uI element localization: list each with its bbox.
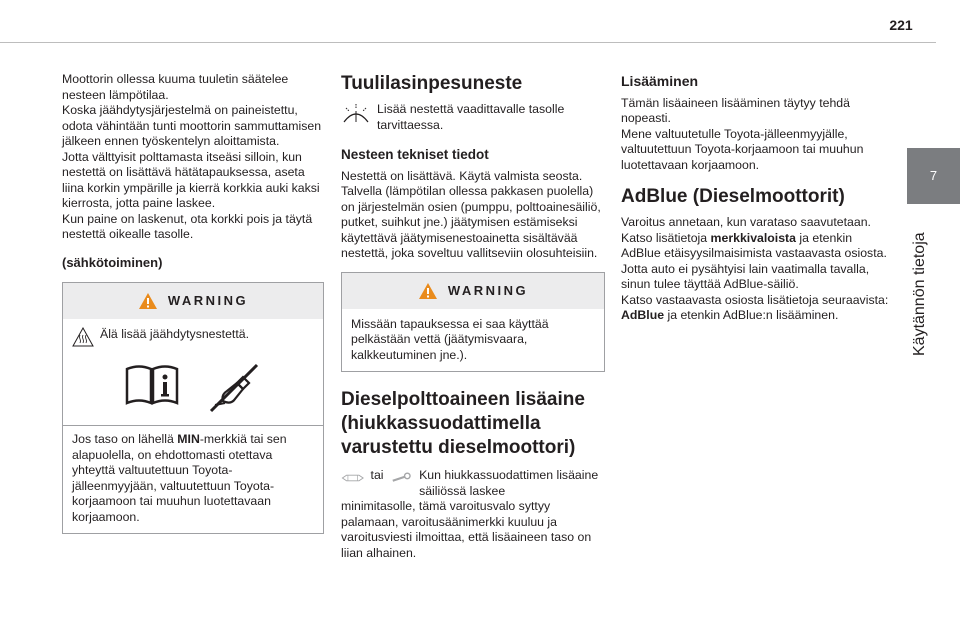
warning-text: Älä lisää jäähdytysnestettä. [100, 327, 250, 341]
header-rule [0, 42, 936, 43]
paragraph: Tämän lisäaineen lisääminen täytyy tehdä nopeasti. [621, 95, 850, 125]
paragraph: Koska jäähdytysjärjestelmä on paineistettu, odota vähintään tunti moottorin sammuttamisen jälkeen ennen työskentelyn aloittamista. [62, 103, 322, 148]
subheading: (sähkötoiminen) [62, 254, 163, 270]
paragraph: Jotta auto ei pysähtyisi lain vaatimalla tavalla, sinun tulee täyttää AdBlue-säiliö. [621, 261, 870, 291]
column-1 [62, 72, 324, 534]
or-label: tai [370, 468, 384, 482]
paragraph: Kun paine on laskenut, ota korkki pois ja täytä nestettä oikealle tasolle. [62, 211, 313, 241]
warning-label: WARNING [167, 293, 249, 309]
fuel-filter-light-icon [341, 468, 365, 488]
no-refill-icon [205, 361, 263, 415]
section-heading: AdBlue (Dieselmoottorit) [621, 186, 845, 207]
warning-text: Missään tapauksessa ei saa käyttää pelkästään vettä (jäätymisvaara, kalkkeutuminen jne.). [351, 316, 549, 362]
level-instruction: Jos taso on lähellä MIN-merkkiä tai sen alapuolella, on ehdottomasti otettava yhteyttä valtuutettuun Toyota-jälleenmyyjään, valtuutettuun Toyota-korjaamoon tai muuhun luotettavaan korjaamoon. [72, 432, 287, 524]
wrench-icon [390, 468, 414, 488]
additive-text-b: minimitasolle, tämä varoitusvalo syttyy palamaan, varoitusäänimerkki kuuluu ja varoitusviesti ilmoittaa, että lisäaineen taso on liian alhainen. [341, 499, 592, 560]
warning-body [342, 309, 604, 372]
paragraph: Mene valtuutetulle Toyota-jälleenmyyjälle, valtuutettuun Toyota-korjaamoon tai muuhun luotettavaan korjaamoon. [621, 126, 864, 172]
intro-row [341, 102, 605, 133]
additive-text-a: Kun hiukkassuodattimen lisäaine säiliössä laskee [419, 468, 599, 498]
warning-header [342, 273, 604, 309]
warning-box [62, 282, 324, 534]
manual-book-icon [123, 361, 181, 407]
paragraph: Varoitus annetaan, kun varataso saavutetaan. [621, 215, 871, 229]
section-heading: Tuulilasinpesuneste [341, 73, 523, 94]
warning-label: WARNING [447, 282, 529, 298]
section-heading: Dieselpolttoaineen lisäaine (hiukkassuodattimella varustettu dieselmoottori) [341, 389, 585, 458]
chapter-title: Käytännön tietoja [911, 232, 928, 356]
pictograms [72, 361, 314, 415]
warning-triangle-icon [418, 282, 438, 300]
subsection-heading: Nesteen tekniset tiedot [341, 147, 489, 162]
divider [63, 425, 323, 426]
subsection-heading: Lisääminen [621, 73, 699, 89]
washer-fluid-icon [341, 102, 371, 124]
paragraph: Katso lisätietoja merkkivaloista ja etenkin AdBlue etäisyysilmaisimista vastaavasta osiosta. [621, 230, 887, 260]
paragraph: Moottorin ollessa kuuma tuuletin säätelee nesteen lämpötilaa. [62, 72, 289, 102]
warning-box [341, 272, 605, 373]
paragraph: Jotta välttyisit polttamasta itseäsi silloin, kun nestettä on lisättävä hätätapauksessa, aseta liina korkin ympärille ja kierrä korkkia auki kaksi kierrosta, jotta paine laskee. [62, 149, 320, 210]
column-2 [341, 72, 605, 561]
intro-text: Lisää nestettä vaadittavalle tasolle tarvittaessa. [377, 102, 565, 132]
paragraph: Katso vastaavasta osiosta lisätietoja seuraavista: AdBlue ja etenkin AdBlue:n lisääminen. [621, 292, 889, 322]
hot-hazard-icon [72, 327, 94, 347]
page-number: 221 [889, 17, 913, 33]
column-3 [621, 72, 889, 324]
warning-header [63, 283, 323, 319]
specs-text: Nestettä on lisättävä. Käytä valmista seosta. Talvella (lämpötilan ollessa pakkasen puolella) on järjestelmän osien (pumppu, polttoainesäiliö, putket, suihkut jne.) jäätymisen estämiseksi käytettävä jäätymisenestoainetta sisältävää nestettä, joka soveltuu vallitseviin olosuhteisiin. [341, 168, 601, 260]
chapter-tab[interactable]: 7 [907, 148, 960, 204]
warning-triangle-icon [138, 292, 158, 310]
additive-row [341, 468, 605, 499]
warning-body [63, 319, 323, 533]
